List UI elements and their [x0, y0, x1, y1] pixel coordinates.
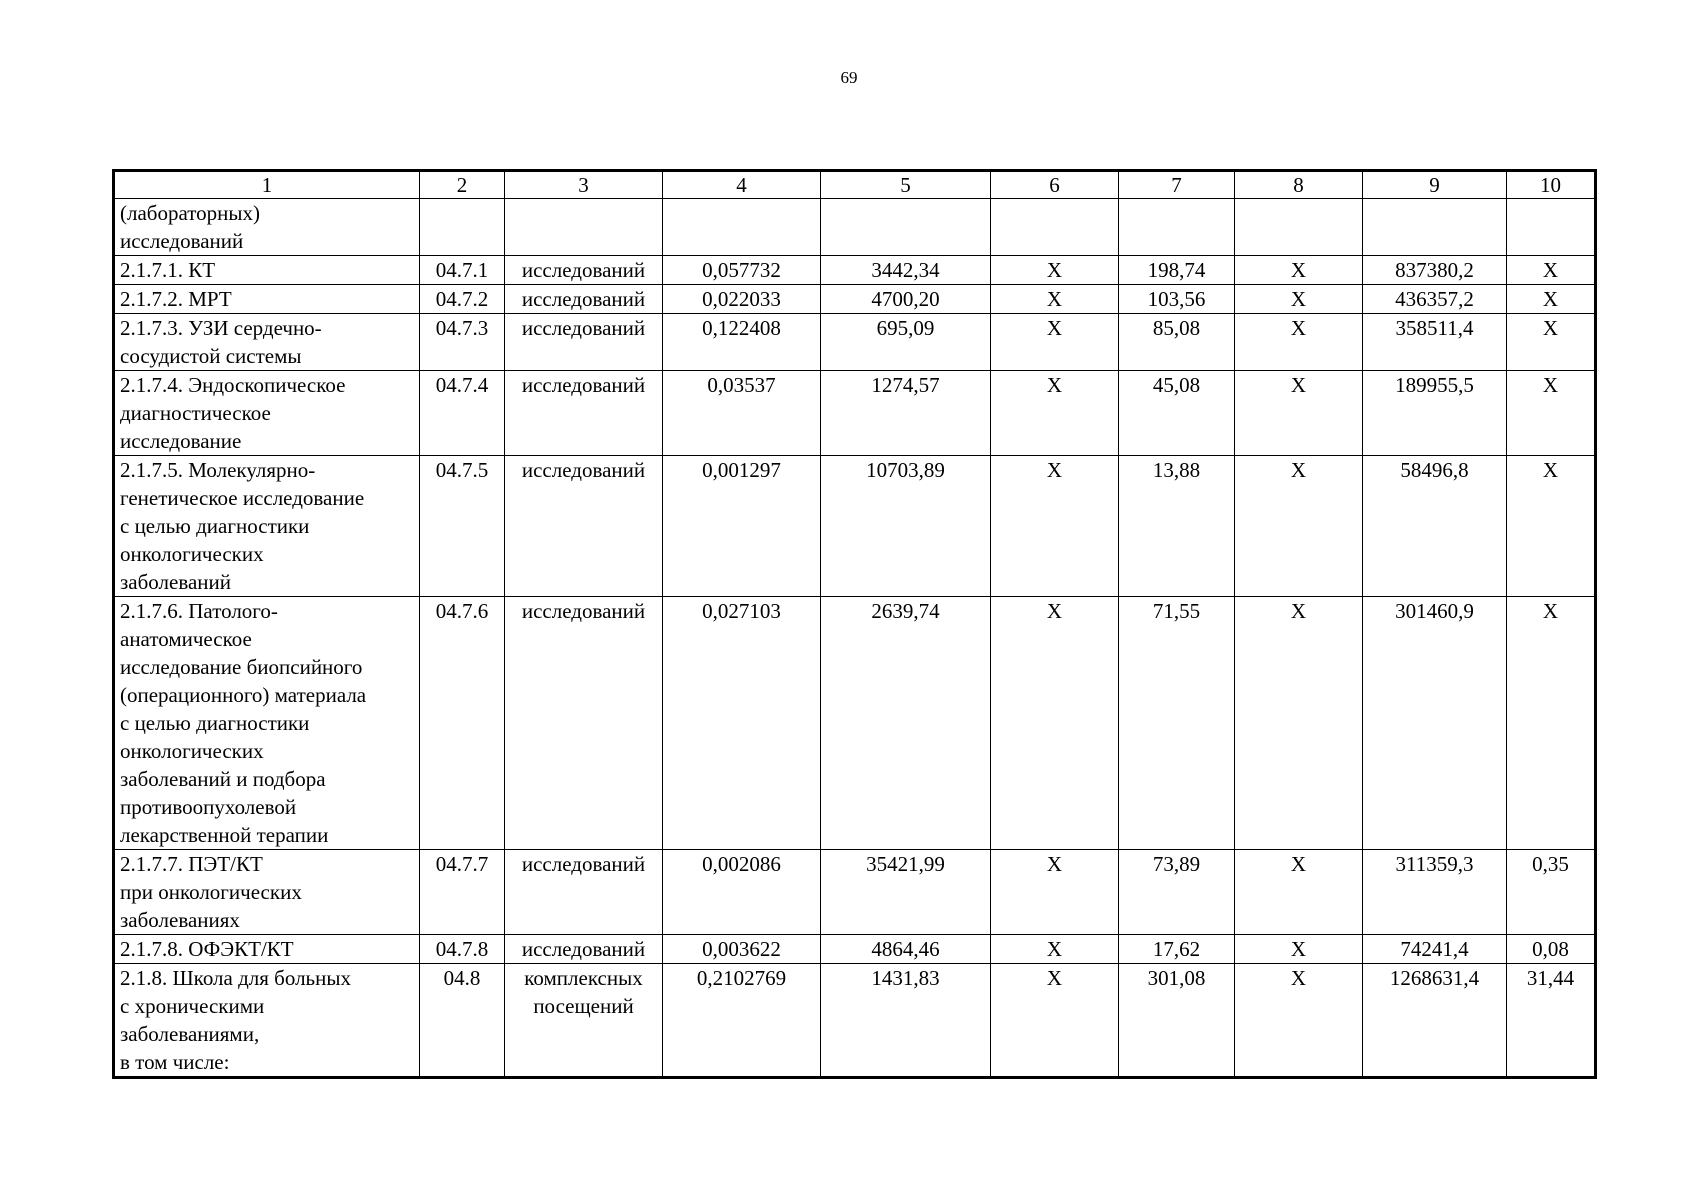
value-cell-4: 0,122408 [663, 314, 821, 371]
value-cell-10: Х [1507, 371, 1595, 456]
value-cell-4: 0,022033 [663, 285, 821, 314]
row-code-cell: 04.7.2 [420, 285, 505, 314]
value-cell-6: Х [991, 371, 1119, 456]
indicator-name-line: 2.1.7.4. Эндоскопическое [120, 373, 346, 397]
value-cell-8: Х [1235, 371, 1363, 456]
value-cell-8: Х [1235, 597, 1363, 850]
value-cell-9: 311359,3 [1363, 850, 1507, 935]
unit-cell [505, 935, 663, 964]
value-cell-8 [1235, 199, 1363, 256]
indicator-name-line: лекарственной терапии [120, 823, 329, 847]
row-code-cell: 04.7.1 [420, 256, 505, 285]
value-cell-5: 4700,20 [821, 285, 991, 314]
indicator-name-line: 2.1.7.1. КТ [120, 258, 216, 282]
value-cell-10: Х [1507, 314, 1595, 371]
value-cell-9 [1363, 199, 1507, 256]
value-cell-8: Х [1235, 256, 1363, 285]
value-cell-4: 0,057732 [663, 256, 821, 285]
indicator-name-line: исследований [120, 229, 244, 253]
value-cell-7: 301,08 [1119, 964, 1235, 1077]
value-cell-6: Х [991, 314, 1119, 371]
unit-cell [505, 256, 663, 285]
table-row [115, 285, 1595, 314]
page-number: 69 [840, 68, 858, 87]
value-cell-10: 0,08 [1507, 935, 1595, 964]
indicator-name-line: 2.1.7.2. МРТ [120, 287, 232, 311]
unit-line: посещений [533, 994, 634, 1018]
indicator-name-line: (лабораторных) [120, 201, 260, 225]
value-cell-4: 0,2102769 [663, 964, 821, 1077]
value-cell-8: Х [1235, 935, 1363, 964]
value-cell-6: Х [991, 964, 1119, 1077]
column-header-10: 10 [1507, 172, 1595, 199]
indicator-name-cell [115, 285, 420, 314]
unit-line: исследований [521, 599, 646, 623]
indicator-name-cell [115, 964, 420, 1077]
unit-cell [505, 850, 663, 935]
value-cell-10: Х [1507, 285, 1595, 314]
table-row [115, 314, 1595, 371]
unit-line: комплексных [524, 966, 643, 990]
value-cell-4: 0,003622 [663, 935, 821, 964]
indicator-name-line: 2.1.7.3. УЗИ сердечно- [120, 316, 322, 340]
indicator-name-line: исследование биопсийного [120, 655, 363, 679]
column-header-2: 2 [420, 172, 505, 199]
unit-cell [505, 456, 663, 597]
value-cell-5: 1431,83 [821, 964, 991, 1077]
indicator-name-cell [115, 256, 420, 285]
value-cell-10: Х [1507, 256, 1595, 285]
value-cell-7: 85,08 [1119, 314, 1235, 371]
indicator-name-line: при онкологических [120, 880, 302, 904]
indicator-name-line: сосудистой системы [120, 344, 302, 368]
value-cell-6: Х [991, 285, 1119, 314]
table-row [115, 597, 1595, 850]
value-cell-9: 189955,5 [1363, 371, 1507, 456]
column-header-5: 5 [821, 172, 991, 199]
unit-cell [505, 597, 663, 850]
indicator-name-line: заболеваний [120, 570, 231, 594]
indicator-name-line: с целью диагностики [120, 514, 310, 538]
value-cell-6: Х [991, 456, 1119, 597]
indicator-name-line: 2.1.7.8. ОФЭКТ/КТ [120, 937, 294, 961]
unit-cell [505, 285, 663, 314]
value-cell-6 [991, 199, 1119, 256]
unit-cell [505, 314, 663, 371]
indicator-name-cell [115, 850, 420, 935]
table-row [115, 935, 1595, 964]
value-cell-10: 31,44 [1507, 964, 1595, 1077]
indicator-name-cell [115, 597, 420, 850]
value-cell-4: 0,03537 [663, 371, 821, 456]
unit-line: исследований [521, 287, 646, 311]
row-code-cell: 04.7.6 [420, 597, 505, 850]
value-cell-7: 45,08 [1119, 371, 1235, 456]
indicator-name-line: анатомическое [120, 627, 252, 651]
indicator-name-line: в том числе: [120, 1050, 230, 1074]
value-cell-8: Х [1235, 964, 1363, 1077]
indicator-name-cell [115, 371, 420, 456]
value-cell-6: Х [991, 597, 1119, 850]
indicator-name-line: 2.1.7.6. Патолого- [120, 599, 278, 623]
value-cell-9: 358511,4 [1363, 314, 1507, 371]
indicator-name-line: онкологических [120, 739, 264, 763]
row-code-cell [420, 199, 505, 256]
value-cell-10 [1507, 199, 1595, 256]
row-code-cell: 04.7.8 [420, 935, 505, 964]
value-cell-6: Х [991, 935, 1119, 964]
indicator-name-line: заболеваниях [120, 908, 240, 932]
value-cell-4: 0,001297 [663, 456, 821, 597]
value-cell-4: 0,002086 [663, 850, 821, 935]
column-header-6: 6 [991, 172, 1119, 199]
value-cell-5 [821, 199, 991, 256]
data-table [114, 171, 1595, 1077]
unit-line: исследований [521, 937, 646, 961]
value-cell-7: 71,55 [1119, 597, 1235, 850]
unit-line: исследований [521, 316, 646, 340]
indicator-name-line: 2.1.8. Школа для больных [120, 966, 351, 990]
table-row [115, 964, 1595, 1077]
indicator-name-line: генетическое исследование [120, 486, 365, 510]
value-cell-9: 436357,2 [1363, 285, 1507, 314]
value-cell-9: 837380,2 [1363, 256, 1507, 285]
unit-line: исследований [521, 373, 646, 397]
indicator-name-cell [115, 935, 420, 964]
value-cell-5: 2639,74 [821, 597, 991, 850]
value-cell-9: 58496,8 [1363, 456, 1507, 597]
value-cell-9: 74241,4 [1363, 935, 1507, 964]
indicator-name-line: заболеваниями, [120, 1022, 260, 1046]
indicator-name-cell [115, 314, 420, 371]
row-code-cell: 04.7.4 [420, 371, 505, 456]
indicator-name-line: с целью диагностики [120, 711, 310, 735]
value-cell-10: Х [1507, 456, 1595, 597]
table-row [115, 850, 1595, 935]
indicator-name-cell [115, 199, 420, 256]
column-header-9: 9 [1363, 172, 1507, 199]
indicator-name-line: с хроническими [120, 994, 265, 1018]
unit-cell [505, 964, 663, 1077]
value-cell-5: 1274,57 [821, 371, 991, 456]
indicator-name-cell [115, 456, 420, 597]
row-code-cell: 04.8 [420, 964, 505, 1077]
indicator-name-line: 2.1.7.5. Молекулярно- [120, 458, 316, 482]
value-cell-4: 0,027103 [663, 597, 821, 850]
table-row [115, 199, 1595, 256]
column-header-4: 4 [663, 172, 821, 199]
value-cell-5: 10703,89 [821, 456, 991, 597]
value-cell-5: 35421,99 [821, 850, 991, 935]
table-row [115, 456, 1595, 597]
value-cell-7 [1119, 199, 1235, 256]
value-cell-10: 0,35 [1507, 850, 1595, 935]
value-cell-9: 1268631,4 [1363, 964, 1507, 1077]
value-cell-8: Х [1235, 285, 1363, 314]
indicator-name-line: диагностическое [120, 401, 271, 425]
value-cell-8: Х [1235, 456, 1363, 597]
value-cell-7: 103,56 [1119, 285, 1235, 314]
value-cell-7: 198,74 [1119, 256, 1235, 285]
row-code-cell: 04.7.5 [420, 456, 505, 597]
indicator-name-line: 2.1.7.7. ПЭТ/КТ [120, 852, 263, 876]
unit-line: исследований [521, 458, 646, 482]
value-cell-7: 13,88 [1119, 456, 1235, 597]
row-code-cell: 04.7.3 [420, 314, 505, 371]
indicator-name-line: противоопухолевой [120, 795, 297, 819]
column-header-7: 7 [1119, 172, 1235, 199]
row-code-cell: 04.7.7 [420, 850, 505, 935]
value-cell-5: 3442,34 [821, 256, 991, 285]
unit-line: исследований [521, 852, 646, 876]
value-cell-5: 4864,46 [821, 935, 991, 964]
value-cell-8: Х [1235, 314, 1363, 371]
value-cell-6: Х [991, 850, 1119, 935]
value-cell-10: Х [1507, 597, 1595, 850]
unit-cell [505, 371, 663, 456]
indicator-name-line: исследование [120, 429, 242, 453]
value-cell-8: Х [1235, 850, 1363, 935]
unit-line: исследований [521, 258, 646, 282]
column-header-8: 8 [1235, 172, 1363, 199]
column-header-1: 1 [115, 172, 420, 199]
value-cell-9: 301460,9 [1363, 597, 1507, 850]
table-row [115, 371, 1595, 456]
table-header-row [115, 172, 1595, 199]
indicator-name-line: онкологических [120, 542, 264, 566]
indicator-name-line: (операционного) материала [120, 683, 367, 707]
unit-cell [505, 199, 663, 256]
value-cell-7: 17,62 [1119, 935, 1235, 964]
indicator-name-line: заболеваний и подбора [120, 767, 326, 791]
column-header-3: 3 [505, 172, 663, 199]
value-cell-6: Х [991, 256, 1119, 285]
value-cell-4 [663, 199, 821, 256]
value-cell-5: 695,09 [821, 314, 991, 371]
value-cell-7: 73,89 [1119, 850, 1235, 935]
table-row [115, 256, 1595, 285]
